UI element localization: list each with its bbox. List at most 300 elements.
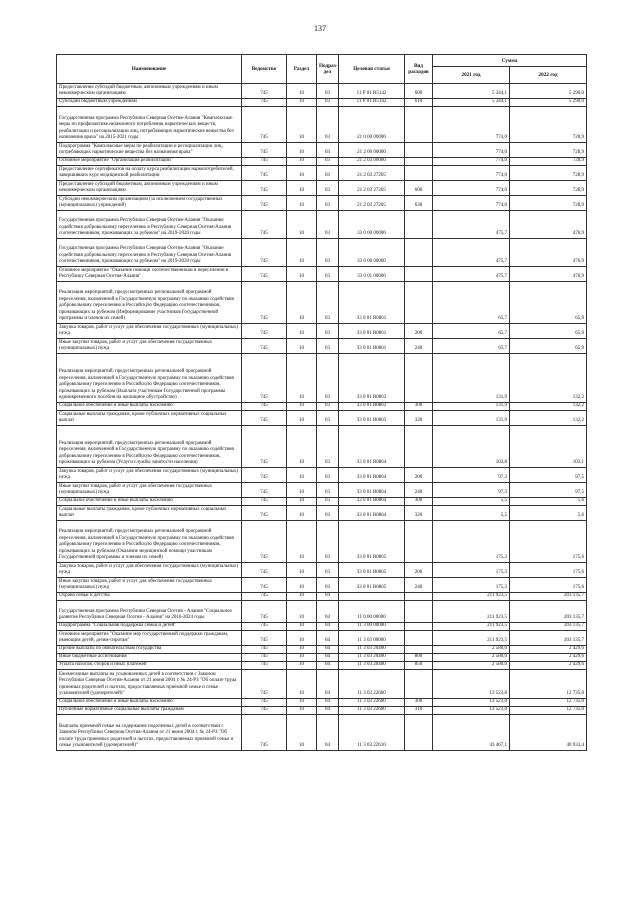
cell-target: 33 0 01 R0865 [339, 563, 405, 578]
table-row [57, 339, 587, 354]
table-row [57, 426, 587, 468]
cell-subsection: 03 [317, 107, 339, 143]
cell-section: 10 [287, 506, 317, 521]
cell-expense-type [405, 282, 433, 324]
cell-2022: 65,9 [510, 324, 587, 339]
cell-section: 10 [287, 166, 317, 181]
table-row [57, 411, 587, 426]
cell-expense-type [405, 521, 433, 563]
cell-section: 10 [287, 354, 317, 403]
cell-target: 33 0 01 00000 [339, 267, 405, 282]
cell-expense-type [405, 107, 433, 143]
cell-expense-type: 320 [405, 411, 433, 426]
table-row [57, 324, 587, 339]
cell-ministry: 745 [242, 239, 287, 267]
cell-ministry: 745 [242, 715, 287, 751]
cell-section: 10 [287, 483, 317, 498]
cell-2022: 175,6 [510, 578, 587, 593]
cell-ministry: 745 [242, 707, 287, 715]
table-body [57, 84, 587, 751]
cell-ministry: 745 [242, 578, 287, 593]
cell-expense-type: 240 [405, 578, 433, 593]
table-row [57, 670, 587, 699]
header-target: Целевая статья [339, 55, 405, 84]
cell-section: 10 [287, 715, 317, 751]
cell-2021: 475,7 [433, 211, 510, 239]
cell-target: 11 Р 01 R5142 [339, 99, 405, 107]
cell-name: Основное мероприятие "Оказание мер государственной поддержки гражданам, имеющим детей, детям-сиротам" [57, 631, 242, 646]
cell-expense-type: 600 [405, 84, 433, 99]
table-row [57, 158, 587, 166]
cell-2021: 13 523,8 [433, 707, 510, 715]
cell-2022: 175,6 [510, 521, 587, 563]
cell-section: 10 [287, 563, 317, 578]
cell-name: Социальные выплаты гражданам, кроме публичных нормативных социальных выплат [57, 411, 242, 426]
cell-ministry: 745 [242, 623, 287, 631]
table-row [57, 267, 587, 282]
cell-ministry: 745 [242, 646, 287, 654]
cell-name: Закупка товаров, работ и услуг для обеспечения государственных (муниципальных) нужд [57, 468, 242, 483]
cell-ministry: 745 [242, 403, 287, 411]
cell-section: 10 [287, 339, 317, 354]
cell-expense-type: 800 [405, 654, 433, 662]
cell-section: 10 [287, 282, 317, 324]
cell-expense-type [405, 426, 433, 468]
cell-section: 10 [287, 211, 317, 239]
cell-name: Государственная программа Республики Северная Осетия-Алания "Комплексные меры по профилактике незаконного потребления наркотических веществ, реабилитации и ресоциализации лиц, потребляющих наркотические вещества без назначения врача" на 2015-2021 годы [57, 107, 242, 143]
cell-2021: 774,0 [433, 196, 510, 211]
cell-2021: 211 923,5 [433, 601, 510, 623]
cell-section: 10 [287, 521, 317, 563]
table-row [57, 662, 587, 670]
cell-name: Субсидии бюджетным учреждениям [57, 99, 242, 107]
cell-2022: 40 933,4 [510, 715, 587, 751]
header-year-2021: 2021 год [433, 67, 510, 84]
cell-section: 10 [287, 707, 317, 715]
cell-expense-type [405, 646, 433, 654]
cell-section: 10 [287, 578, 317, 593]
cell-name: Социальные выплаты гражданам, кроме публичных нормативных социальных выплат [57, 506, 242, 521]
cell-subsection: 03 [317, 563, 339, 578]
cell-2022: 5 290,0 [510, 99, 587, 107]
table-row [57, 403, 587, 411]
cell-target: 11 3 03 20400 [339, 646, 405, 654]
cell-ministry: 745 [242, 354, 287, 403]
cell-subsection: 03 [317, 143, 339, 158]
cell-name: Иные закупки товаров, работ и услуг для обеспечения государственных (муниципальных) нужд [57, 483, 242, 498]
cell-2021: 5,5 [433, 506, 510, 521]
header-name: Наименование [57, 55, 242, 84]
cell-expense-type: 200 [405, 468, 433, 483]
cell-subsection: 03 [317, 324, 339, 339]
cell-subsection: 03 [317, 578, 339, 593]
cell-target: 21 2 00 00000 [339, 143, 405, 158]
cell-2022: 5 290,0 [510, 84, 587, 99]
cell-target: 11 0 00 00000 [339, 601, 405, 623]
cell-subsection: 03 [317, 411, 339, 426]
cell-2021: 211 923,5 [433, 593, 510, 601]
cell-ministry: 745 [242, 654, 287, 662]
cell-target [339, 593, 405, 601]
table-row [57, 196, 587, 211]
cell-2022: 65,9 [510, 282, 587, 324]
cell-expense-type [405, 158, 433, 166]
cell-subsection: 04 [317, 707, 339, 715]
cell-2022: 728,9 [510, 181, 587, 196]
table-row [57, 623, 587, 631]
table-row [57, 631, 587, 646]
cell-2022: 728,9 [510, 158, 587, 166]
cell-name: Государственная программа Республики Северная Осетия - Алания "Социальное развитие Республики Северная Осетия - Алания" на 2016-2024 годы [57, 601, 242, 623]
cell-section: 10 [287, 426, 317, 468]
table-row [57, 707, 587, 715]
cell-ministry: 745 [242, 699, 287, 707]
cell-2022: 203 135,7 [510, 593, 587, 601]
cell-expense-type: 600 [405, 181, 433, 196]
cell-target: 33 0 00 00000 [339, 239, 405, 267]
cell-2021: 175,3 [433, 578, 510, 593]
cell-subsection: 03 [317, 339, 339, 354]
cell-section: 10 [287, 699, 317, 707]
cell-2022: 5,6 [510, 498, 587, 506]
cell-expense-type [405, 166, 433, 181]
cell-subsection: 03 [317, 282, 339, 324]
cell-subsection: 03 [317, 99, 339, 107]
cell-ministry: 745 [242, 196, 287, 211]
cell-subsection: 04 [317, 662, 339, 670]
cell-section: 10 [287, 99, 317, 107]
cell-name: Социальное обеспечение и иные выплаты населению [57, 699, 242, 707]
cell-target: 33 0 01 R0863 [339, 403, 405, 411]
table-row [57, 601, 587, 623]
page-number: 137 [314, 24, 326, 33]
table-row [57, 483, 587, 498]
cell-subsection: 04 [317, 623, 339, 631]
cell-target: 11 Р 01 R5142 [339, 84, 405, 99]
cell-target: 21 0 00 00000 [339, 107, 405, 143]
cell-2021: 475,7 [433, 267, 510, 282]
cell-expense-type [405, 211, 433, 239]
header-subsection: Подраз-дел [317, 55, 339, 84]
cell-2022: 5,6 [510, 506, 587, 521]
header-ministry: Ведомство [242, 55, 287, 84]
cell-section: 10 [287, 196, 317, 211]
cell-name: Ежемесячные выплаты на усыновленных детей в соответствии с Законом Республики Северная Осетия-Алания от 21 июня 2004 г. № 24-РЗ "Об оплате труда приемных родителей и льготах, предоставляемых приемной семье и семье усыновителей (удочерителей)" [57, 670, 242, 699]
cell-section: 10 [287, 181, 317, 196]
cell-subsection: 04 [317, 631, 339, 646]
table-row [57, 143, 587, 158]
cell-2021: 774,0 [433, 158, 510, 166]
cell-subsection: 04 [317, 699, 339, 707]
cell-2021: 43 467,1 [433, 715, 510, 751]
cell-subsection: 03 [317, 211, 339, 239]
cell-subsection: 04 [317, 593, 339, 601]
cell-target: 21 2 03 27205 [339, 166, 405, 181]
cell-2022: 12 735,0 [510, 707, 587, 715]
cell-expense-type [405, 623, 433, 631]
cell-subsection: 03 [317, 403, 339, 411]
cell-name: Реализация мероприятий, предусмотренных региональной программой переселения, включенной в Государственную программу по оказанию содействия добровольному переселению в Российскую Федерацию соотечественников, проживающих за рубежом (Услуги службы занятости населения) [57, 426, 242, 468]
cell-ministry: 745 [242, 84, 287, 99]
table-row [57, 578, 587, 593]
cell-2022: 728,9 [510, 196, 587, 211]
cell-name: Предоставление субсидий бюджетным, автономным учреждениям и иным некоммерческим организациям [57, 84, 242, 99]
cell-2022: 175,6 [510, 563, 587, 578]
cell-ministry: 745 [242, 158, 287, 166]
cell-subsection: 03 [317, 239, 339, 267]
cell-2022: 97,5 [510, 483, 587, 498]
cell-ministry: 745 [242, 181, 287, 196]
cell-2021: 65,7 [433, 339, 510, 354]
cell-expense-type: 610 [405, 99, 433, 107]
cell-name: Иные бюджетные ассигнования [57, 654, 242, 662]
cell-2021: 97,3 [433, 483, 510, 498]
table-row [57, 506, 587, 521]
cell-name: Охрана семьи и детства [57, 593, 242, 601]
cell-2022: 476,9 [510, 267, 587, 282]
cell-ministry: 745 [242, 593, 287, 601]
cell-name: Реализация мероприятий, предусмотренных региональной программой переселения, включенной в Государственную программу по оказанию содействия добровольному переселению в Российскую Федерацию соотечественников, проживающих за рубежом (Выплата участникам Государственной программы единовременного пособия на жилищное обустройство) [57, 354, 242, 403]
cell-ministry: 745 [242, 426, 287, 468]
cell-expense-type [405, 670, 433, 699]
cell-2021: 5,5 [433, 498, 510, 506]
cell-2022: 476,9 [510, 211, 587, 239]
table-row [57, 699, 587, 707]
cell-subsection: 03 [317, 158, 339, 166]
cell-subsection: 04 [317, 646, 339, 654]
cell-subsection: 03 [317, 181, 339, 196]
cell-section: 10 [287, 411, 317, 426]
cell-expense-type [405, 601, 433, 623]
cell-2021: 2 580,0 [433, 654, 510, 662]
cell-target: 21 2 03 27205 [339, 181, 405, 196]
cell-name: Уплата налогов, сборов и иных платежей [57, 662, 242, 670]
table-row [57, 211, 587, 239]
cell-name: Прочие выплаты по обязательствам государства [57, 646, 242, 654]
cell-2022: 2 429,6 [510, 662, 587, 670]
cell-2022: 65,9 [510, 339, 587, 354]
cell-2022: 132,2 [510, 403, 587, 411]
table-row [57, 99, 587, 107]
cell-subsection: 04 [317, 715, 339, 751]
cell-subsection: 04 [317, 601, 339, 623]
table-row [57, 654, 587, 662]
cell-2022: 203 135,7 [510, 631, 587, 646]
table-row [57, 239, 587, 267]
cell-2021: 774,0 [433, 181, 510, 196]
cell-ministry: 745 [242, 324, 287, 339]
cell-2021: 211 923,5 [433, 631, 510, 646]
cell-section: 10 [287, 107, 317, 143]
cell-section: 10 [287, 631, 317, 646]
table-row [57, 468, 587, 483]
cell-name: Предоставление сертификатов на оплату курса реабилитации наркопотребителей, завершивших курс медицинской реабилитации [57, 166, 242, 181]
cell-target: 33 0 01 R0861 [339, 282, 405, 324]
cell-ministry: 745 [242, 498, 287, 506]
cell-section: 10 [287, 267, 317, 282]
budget-table [56, 54, 587, 751]
cell-2021: 774,0 [433, 143, 510, 158]
cell-expense-type [405, 143, 433, 158]
cell-target: 11 3 03 20400 [339, 662, 405, 670]
cell-expense-type [405, 239, 433, 267]
cell-section: 10 [287, 646, 317, 654]
cell-section: 10 [287, 662, 317, 670]
cell-target: 33 0 01 R0863 [339, 354, 405, 403]
table-row [57, 521, 587, 563]
cell-section: 10 [287, 498, 317, 506]
cell-2021: 65,7 [433, 282, 510, 324]
cell-expense-type: 850 [405, 662, 433, 670]
cell-ministry: 745 [242, 521, 287, 563]
cell-target: 33 0 01 R0864 [339, 426, 405, 468]
cell-2022: 132,2 [510, 354, 587, 403]
cell-ministry: 745 [242, 107, 287, 143]
cell-2022: 203 135,7 [510, 601, 587, 623]
cell-name: Социальное обеспечение и иные выплаты населению [57, 403, 242, 411]
cell-subsection: 03 [317, 196, 339, 211]
cell-ministry: 745 [242, 483, 287, 498]
cell-2021: 211 923,5 [433, 623, 510, 631]
cell-section: 10 [287, 84, 317, 99]
cell-subsection: 04 [317, 654, 339, 662]
cell-subsection: 04 [317, 670, 339, 699]
cell-subsection: 03 [317, 354, 339, 403]
cell-2022: 12 735,0 [510, 670, 587, 699]
cell-ministry: 745 [242, 670, 287, 699]
cell-section: 10 [287, 654, 317, 662]
cell-name: Публичные нормативные социальные выплаты гражданам [57, 707, 242, 715]
cell-section: 10 [287, 593, 317, 601]
cell-name: Подпрограмма "Комплексные меры по реабилитации и ресоциализации лиц, потребляющих наркотические вещества без назначения врача" [57, 143, 242, 158]
cell-name: Государственная программа Республики Северная Осетия-Алания "Оказание содействия добровольному переселению в Республику Северная Осетия-Алания соотечественников, проживающих за рубежом" на 2019-2020 годы [57, 211, 242, 239]
cell-ministry: 745 [242, 662, 287, 670]
cell-2021: 131,9 [433, 411, 510, 426]
cell-2021: 102,8 [433, 426, 510, 468]
cell-target: 33 0 01 R0864 [339, 468, 405, 483]
cell-name: Подпрограмма "Социальная поддержка семьи и детей" [57, 623, 242, 631]
table-row [57, 107, 587, 143]
cell-expense-type: 200 [405, 563, 433, 578]
cell-2022: 203 135,7 [510, 623, 587, 631]
cell-2021: 13 523,8 [433, 670, 510, 699]
cell-subsection: 03 [317, 426, 339, 468]
cell-2021: 65,7 [433, 324, 510, 339]
cell-name: Выплаты приемной семье на содержание подопечных детей в соответствии с Законом Республики Северная Осетия-Алания от 21 июня 2004 г. № 24-РЗ "Об оплате труда приемных родителей и льготах, предоставляемых приемной семье и семье усыновителей (удочерителей)" [57, 715, 242, 751]
cell-2022: 12 735,0 [510, 699, 587, 707]
table-row [57, 84, 587, 99]
cell-ministry: 745 [242, 143, 287, 158]
cell-expense-type: 300 [405, 498, 433, 506]
header-section: Раздел [287, 55, 317, 84]
cell-section: 10 [287, 158, 317, 166]
cell-target: 11 3 03 20400 [339, 654, 405, 662]
table-row [57, 181, 587, 196]
cell-target: 11 3 00 00000 [339, 623, 405, 631]
cell-subsection: 03 [317, 506, 339, 521]
cell-ministry: 745 [242, 506, 287, 521]
cell-2021: 175,3 [433, 563, 510, 578]
cell-ministry: 745 [242, 468, 287, 483]
cell-target: 33 0 01 R0864 [339, 498, 405, 506]
cell-2021: 2 580,0 [433, 662, 510, 670]
cell-target: 33 0 01 R0863 [339, 411, 405, 426]
cell-target: 11 3 03 22600 [339, 707, 405, 715]
cell-target: 33 0 01 R0861 [339, 339, 405, 354]
cell-section: 10 [287, 468, 317, 483]
cell-target: 11 3 03 22610 [339, 715, 405, 751]
cell-ministry: 745 [242, 411, 287, 426]
cell-name: Предоставление субсидий бюджетным, автономным учреждениям и иным некоммерческим организациям [57, 181, 242, 196]
cell-ministry: 745 [242, 99, 287, 107]
cell-2022: 97,5 [510, 468, 587, 483]
cell-expense-type [405, 631, 433, 646]
header-year-2022: 2022 год [510, 67, 587, 84]
cell-2022: 132,2 [510, 411, 587, 426]
cell-section: 10 [287, 670, 317, 699]
cell-2021: 131,9 [433, 354, 510, 403]
cell-name: Социальное обеспечение и иные выплаты населению [57, 498, 242, 506]
cell-subsection: 03 [317, 267, 339, 282]
cell-2021: 475,7 [433, 239, 510, 267]
table-row [57, 563, 587, 578]
cell-target: 21 2 03 00000 [339, 158, 405, 166]
cell-subsection: 03 [317, 468, 339, 483]
cell-name: Основное мероприятие "Оказание помощи соотечественникам в переселении в Республику Северная Осетия-Алания" [57, 267, 242, 282]
cell-ministry: 745 [242, 211, 287, 239]
cell-expense-type: 300 [405, 403, 433, 411]
table-row [57, 498, 587, 506]
cell-subsection: 03 [317, 521, 339, 563]
cell-target: 11 3 03 22600 [339, 699, 405, 707]
cell-expense-type [405, 267, 433, 282]
cell-2022: 2 429,6 [510, 646, 587, 654]
cell-2021: 13 523,8 [433, 699, 510, 707]
cell-name: Иные закупки товаров, работ и услуг для обеспечения государственных (муниципальных) нужд [57, 339, 242, 354]
cell-target: 33 0 00 00000 [339, 211, 405, 239]
cell-2021: 97,3 [433, 468, 510, 483]
cell-name: Основное мероприятие "Организация реабилитации" [57, 158, 242, 166]
cell-section: 10 [287, 324, 317, 339]
cell-expense-type: 300 [405, 699, 433, 707]
header-expense-type: Вид расходов [405, 55, 433, 84]
cell-expense-type [405, 715, 433, 751]
cell-section: 10 [287, 623, 317, 631]
cell-target: 33 0 01 R0861 [339, 324, 405, 339]
cell-2022: 728,9 [510, 143, 587, 158]
table-row [57, 166, 587, 181]
cell-target: 33 0 01 R0864 [339, 483, 405, 498]
cell-target: 33 0 01 R0864 [339, 506, 405, 521]
cell-target: 33 0 01 R0865 [339, 521, 405, 563]
cell-2022: 2 429,6 [510, 654, 587, 662]
cell-target: 11 3 03 22600 [339, 670, 405, 699]
cell-2022: 728,9 [510, 166, 587, 181]
cell-name: Субсидии некоммерческим организациям (за исключением государственных (муниципальных) учреждений) [57, 196, 242, 211]
cell-target: 21 2 03 27205 [339, 196, 405, 211]
cell-ministry: 745 [242, 339, 287, 354]
cell-target: 33 0 01 R0865 [339, 578, 405, 593]
header-sum: Сумма [433, 55, 587, 67]
cell-subsection: 03 [317, 166, 339, 181]
cell-name: Государственная программа Республики Северная Осетия-Алания "Оказание содействия добровольному переселению в Республику Северная Осетия-Алания соотечественников, проживающих за рубежом" на 2019-2020 годы [57, 239, 242, 267]
cell-expense-type [405, 593, 433, 601]
table-row [57, 354, 587, 403]
cell-name: Иные закупки товаров, работ и услуг для обеспечения государственных (муниципальных) нужд [57, 578, 242, 593]
cell-2021: 5 344,1 [433, 84, 510, 99]
cell-ministry: 745 [242, 166, 287, 181]
cell-expense-type: 320 [405, 506, 433, 521]
